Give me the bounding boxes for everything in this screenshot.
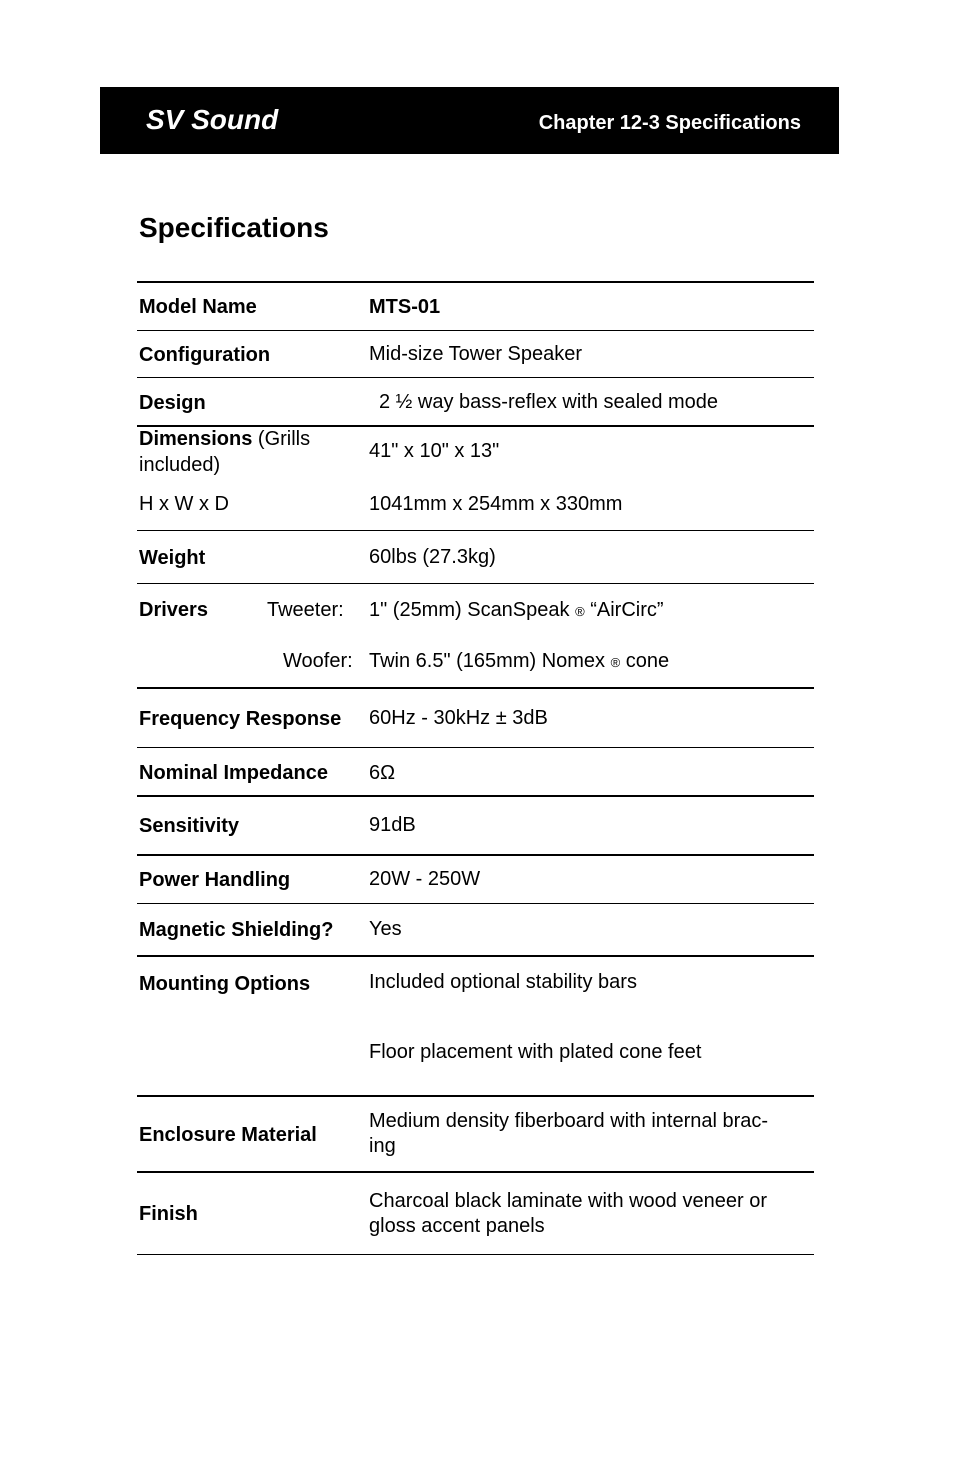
table-rule	[137, 795, 814, 797]
table-rule	[137, 687, 814, 689]
table-rule	[137, 583, 814, 584]
table-rule	[137, 1095, 814, 1097]
woofer-value	[369, 649, 669, 675]
shielding-value: Yes	[369, 918, 402, 940]
tweeter-label: Tweeter:	[267, 599, 344, 621]
table-rule	[137, 903, 814, 904]
design-label: Design	[139, 392, 206, 414]
design-value: 2 ½ way bass-reflex with sealed mode	[379, 391, 719, 413]
dimensions-label	[139, 427, 310, 452]
table-rule	[137, 1171, 814, 1173]
weight-value: 60lbs (27.3kg)	[369, 546, 496, 568]
page-title: Specifications	[139, 212, 329, 243]
table-rule	[137, 281, 814, 283]
power-label: Power Handling	[139, 869, 291, 891]
weight-label: Weight	[139, 547, 206, 569]
enclosure-value-1: Medium density fiberboard with internal brac-	[369, 1110, 769, 1132]
tweeter-value-a: 1" (25mm) ScanSpeak	[369, 599, 576, 621]
enclosure-label: Enclosure Material	[139, 1124, 317, 1146]
dimensions-label-bold: Dimensions	[139, 428, 253, 450]
impedance-label: Nominal Impedance	[139, 762, 328, 784]
chapter-title: Chapter 12-3 Specifications	[538, 112, 801, 134]
dimensions-hwd: H x W x D	[139, 493, 229, 515]
dimensions-label-line2: included)	[139, 454, 221, 476]
mounting-label: Mounting Options	[139, 973, 311, 995]
finish-value-2: gloss accent panels	[369, 1215, 545, 1237]
enclosure-value-2: ing	[369, 1135, 396, 1157]
table-rule	[137, 955, 814, 957]
config-value: Mid-size Tower Speaker	[369, 343, 583, 365]
registered-mark: ®	[610, 655, 621, 670]
table-rule	[137, 530, 814, 531]
dimensions-label-rest: (Grills	[252, 428, 311, 450]
finish-value-1: Charcoal black laminate with wood veneer or	[369, 1190, 767, 1212]
mounting-value-2: Floor placement with plated cone feet	[369, 1041, 702, 1063]
woofer-value-b: cone	[620, 650, 670, 672]
woofer-label: Woofer:	[283, 650, 353, 672]
model-value: MTS-01	[369, 296, 441, 318]
dimensions-value-mm: 1041mm x 254mm x 330mm	[369, 493, 623, 515]
woofer-value-a: Twin 6.5" (165mm) Nomex	[369, 650, 611, 672]
mounting-value-1: Included optional stability bars	[369, 971, 637, 993]
frequency-label: Frequency Response	[139, 708, 342, 730]
tweeter-value	[369, 598, 664, 624]
drivers-label: Drivers	[139, 599, 208, 621]
finish-label: Finish	[139, 1203, 198, 1225]
power-value: 20W - 250W	[369, 868, 481, 890]
table-rule	[137, 1254, 814, 1255]
impedance-value: 6Ω	[369, 762, 396, 784]
shielding-label: Magnetic Shielding?	[139, 919, 334, 941]
table-rule	[137, 854, 814, 856]
config-label: Configuration	[139, 344, 271, 366]
frequency-value: 60Hz - 30kHz ± 3dB	[369, 707, 548, 729]
brand-title: SV Sound	[146, 104, 279, 135]
model-label: Model Name	[139, 296, 257, 318]
table-rule	[137, 330, 814, 331]
dimensions-value-inches: 41" x 10" x 13"	[369, 440, 500, 462]
table-rule	[137, 377, 814, 378]
sensitivity-value: 91dB	[369, 814, 416, 836]
sensitivity-label: Sensitivity	[139, 815, 240, 837]
registered-mark: ®	[575, 604, 585, 619]
page-header	[100, 87, 839, 154]
table-rule	[137, 747, 814, 748]
tweeter-value-b: “AirCirc”	[584, 599, 664, 621]
